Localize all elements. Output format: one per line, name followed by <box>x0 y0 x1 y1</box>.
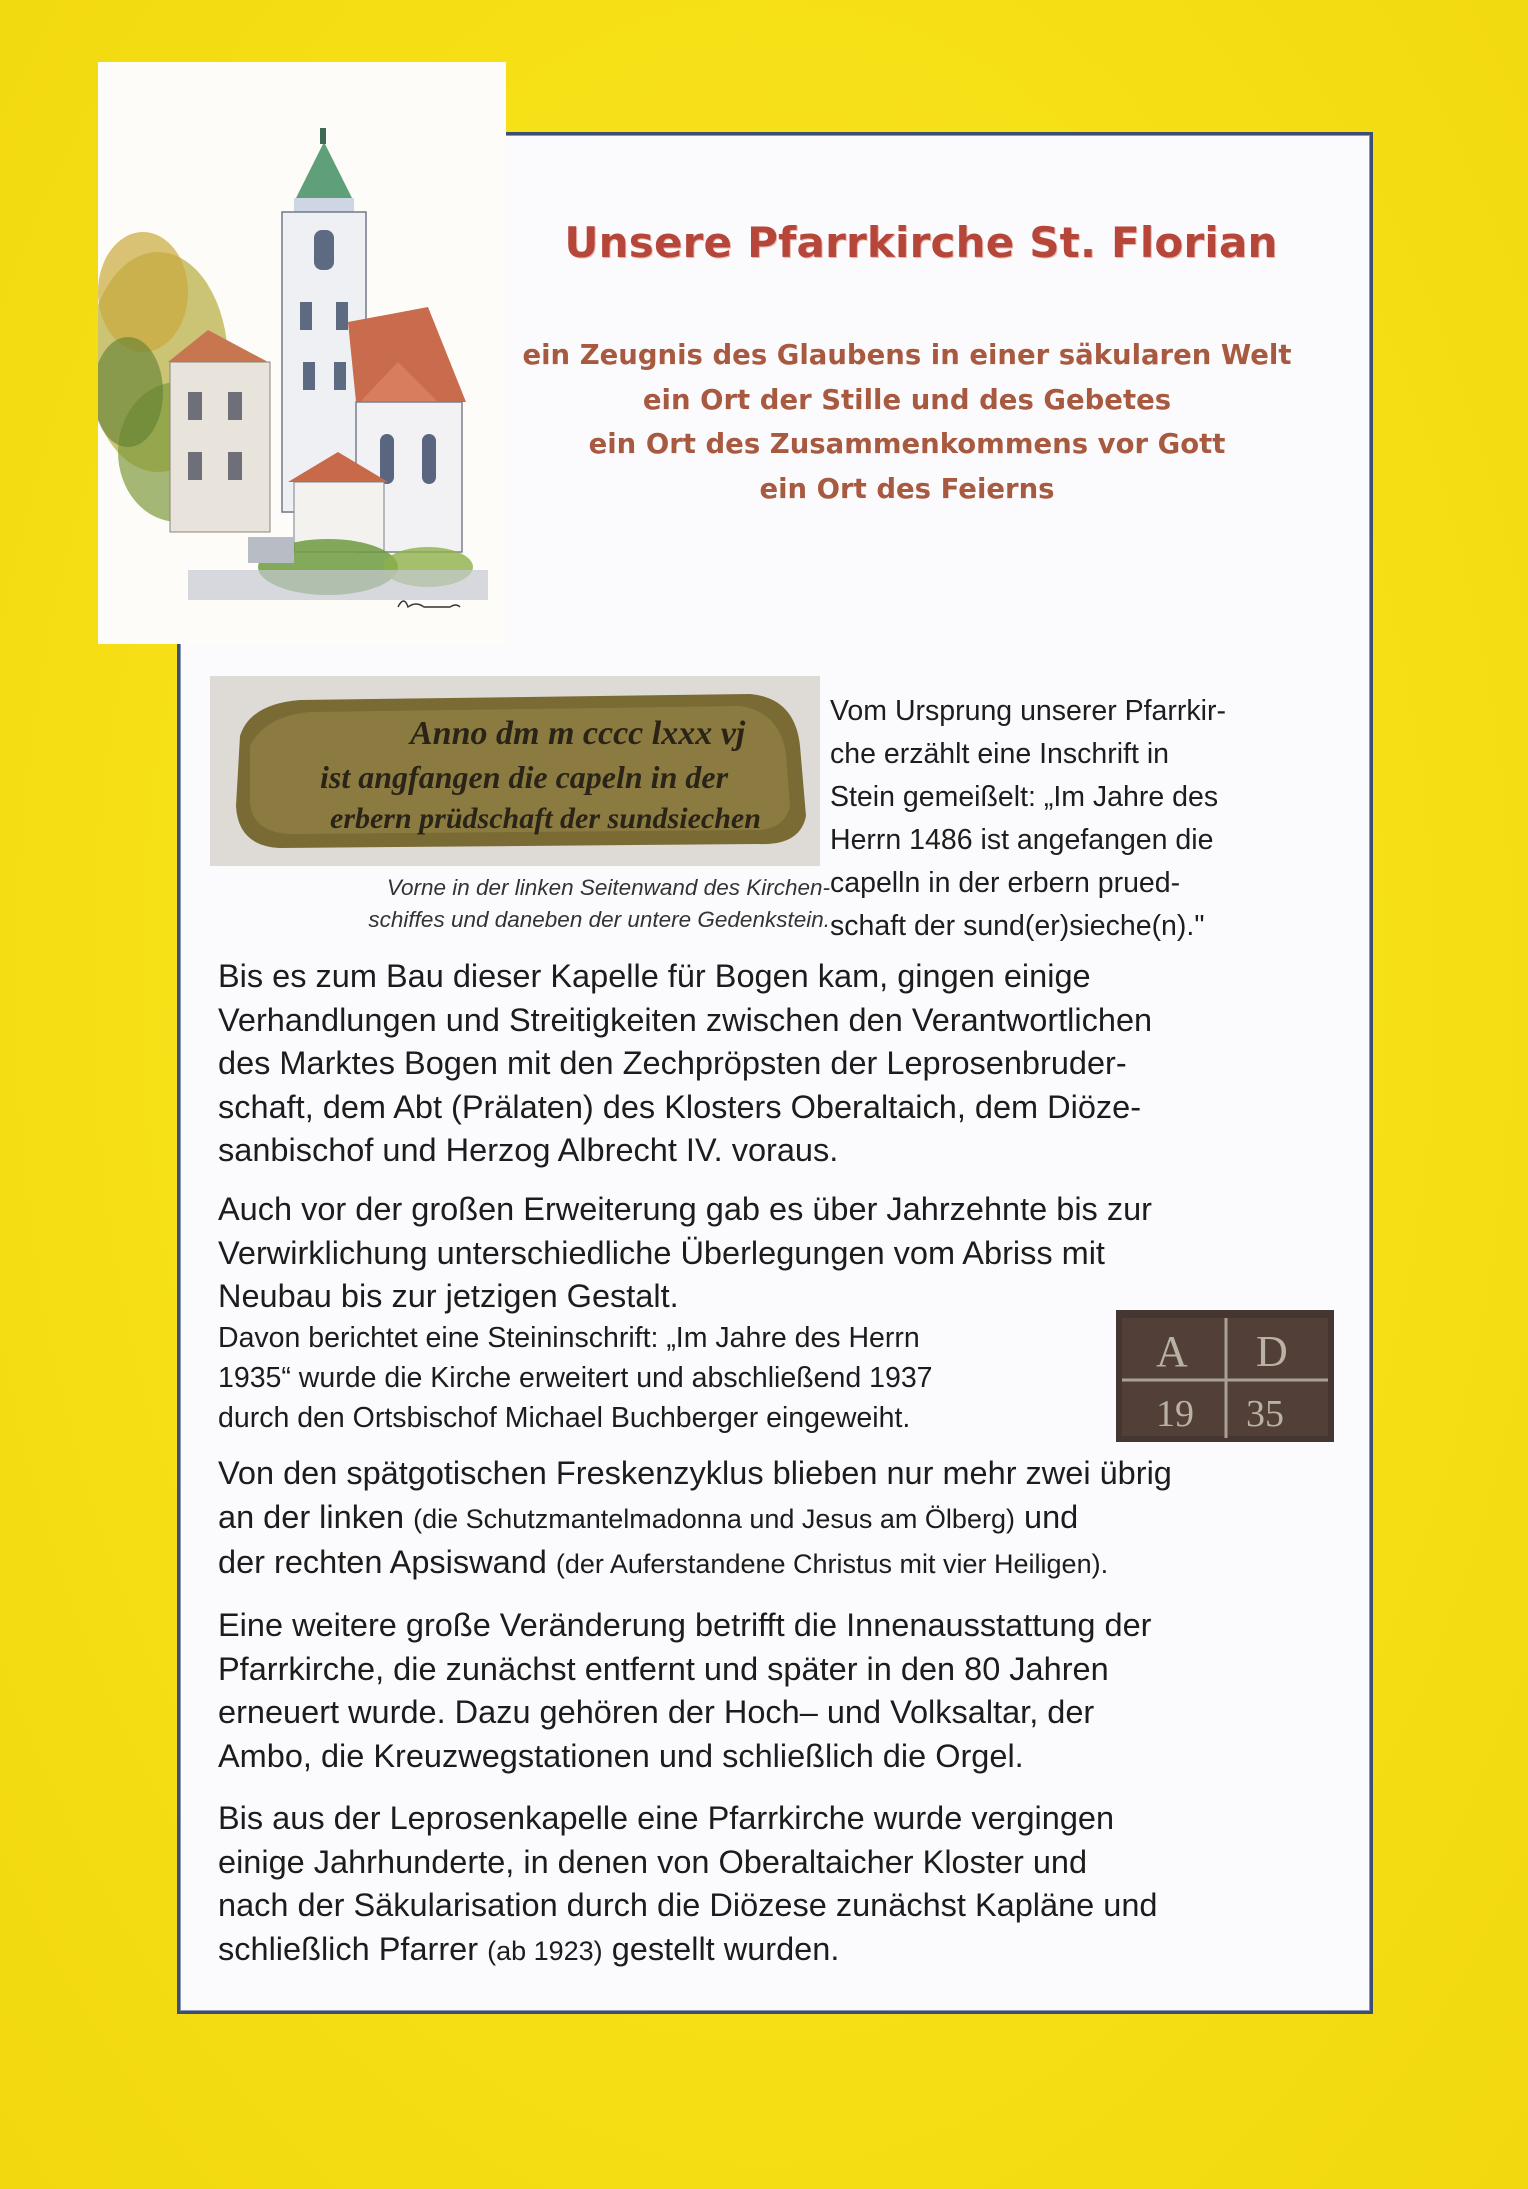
subtitle-line: ein Ort des Zusammenkommens vor Gott <box>588 428 1226 460</box>
paragraph-frescoes <box>218 1452 1348 1587</box>
inscription-script-line: Anno dm m cccc lxxx vj <box>410 715 746 752</box>
photo-caption <box>210 872 830 936</box>
origin-paragraph <box>830 690 1350 948</box>
inscription-script-line: ist angfangen die capeln in der <box>320 759 729 795</box>
ad-year: 19 <box>1156 1393 1194 1435</box>
paragraph-line: sanbischof und Herzog Albrecht IV. voraus. <box>218 1132 839 1168</box>
subtitle-line: ein Zeugnis des Glaubens in einer säkularen Welt <box>522 339 1292 371</box>
caption-line: schiffes und daneben der untere Gedenkstein. <box>368 907 830 932</box>
paragraph-expansion <box>218 1188 1348 1319</box>
origin-line: Herrn 1486 ist angefangen die <box>830 824 1214 856</box>
paragraph-construction <box>218 955 1348 1173</box>
paragraph-history <box>218 1797 1348 1973</box>
ad-1935-stone-icon <box>1116 1310 1334 1442</box>
page-title: Unsere Pfarrkirche St. Florian <box>564 218 1278 267</box>
paragraph-line: nach der Säkularisation durch die Diözese zunächst Kapläne und <box>218 1887 1158 1923</box>
inscription-script-line: erbern prüdschaft der sundsiechen <box>330 802 761 835</box>
paragraph-interior <box>218 1604 1348 1778</box>
origin-line: che erzählt eine Inschrift in <box>830 738 1170 770</box>
origin-line: capelln in der erbern prued- <box>830 867 1181 899</box>
text-span: und <box>1014 1498 1079 1535</box>
paragraph-line: Bis es zum Bau dieser Kapelle für Bogen kam, gingen einige <box>218 958 1091 994</box>
paragraph-line: einige Jahrhunderte, in denen von Oberaltaicher Kloster und <box>218 1843 1088 1880</box>
paragraph-line: Ambo, die Kreuzwegstationen und schließlich die Orgel. <box>218 1737 1024 1774</box>
paragraph-line: Neubau bis zur jetzigen Gestalt. <box>218 1278 679 1314</box>
paragraph-line: schaft, dem Abt (Prälaten) des Klosters Oberaltaich, dem Diöze- <box>218 1088 1142 1125</box>
text-span: gestellt wurden. <box>602 1930 840 1967</box>
ad-year: 35 <box>1246 1393 1284 1435</box>
inscription-stone-photo <box>210 676 820 866</box>
origin-line: Stein gemeißelt: „Im Jahre des <box>830 781 1219 813</box>
subtitle-block <box>500 333 1314 511</box>
paragraph-line: Verhandlungen und Streitigkeiten zwischen den Verantwortlichen <box>218 1001 1153 1038</box>
paragraph-line: Verwirklichung unterschiedliche Überlegungen vom Abriss mit <box>218 1234 1105 1271</box>
text-span-small: (ab 1923) <box>487 1935 603 1966</box>
church-watercolor-icon <box>98 62 506 644</box>
paragraph-line: Davon berichtet eine Steininschrift: „Im Jahre des Herrn <box>218 1322 920 1354</box>
origin-line: schaft der sund(er)sieche(n)." <box>830 910 1205 942</box>
ad-letter: A <box>1156 1327 1188 1376</box>
text-span: schließlich Pfarrer <box>218 1930 488 1967</box>
text-span: an der linken <box>218 1498 414 1535</box>
origin-line: Vom Ursprung unserer Pfarrkir- <box>830 695 1226 727</box>
inscription-stone-icon <box>210 676 820 866</box>
paragraph-line <box>218 1496 1348 1542</box>
paragraph-line <box>218 1928 1348 1974</box>
paragraph-line: durch den Ortsbischof Michael Buchberger eingeweiht. <box>218 1402 911 1434</box>
subtitle-line: ein Ort des Feierns <box>759 472 1055 505</box>
church-drawing-panel <box>98 62 506 644</box>
paragraph-line: Eine weitere große Veränderung betrifft die Innenausstattung der <box>218 1607 1152 1643</box>
caption-line: Vorne in der linken Seitenwand des Kirchen- <box>386 875 830 900</box>
subtitle-line: ein Ort der Stille und des Gebetes <box>642 383 1172 416</box>
paragraph-line: 1935“ wurde die Kirche erweitert und abschließend 1937 <box>218 1362 933 1394</box>
paragraph-line: Bis aus der Leprosenkapelle eine Pfarrkirche wurde vergingen <box>218 1800 1115 1836</box>
ad-1935-stone-photo <box>1116 1310 1334 1442</box>
paragraph-line: Von den spätgotischen Freskenzyklus blieben nur mehr zwei übrig <box>218 1455 1172 1491</box>
paragraph-line: Auch vor der großen Erweiterung gab es über Jahrzehnte bis zur <box>218 1191 1152 1227</box>
paragraph-line: des Marktes Bogen mit den Zechpröpsten der Leprosenbruder- <box>218 1045 1127 1081</box>
text-span-small: (der Auferstandene Christus mit vier Heiligen). <box>555 1549 1109 1579</box>
text-span-small: (die Schutzmantelmadonna und Jesus am Ölberg) <box>413 1503 1015 1534</box>
paragraph-line: Pfarrkirche, die zunächst entfernt und später in den 80 Jahren <box>218 1650 1109 1687</box>
paragraph-line <box>218 1541 1348 1587</box>
paragraph-line: erneuert wurde. Dazu gehören der Hoch– und Volksaltar, der <box>218 1694 1095 1730</box>
text-span: der rechten Apsiswand <box>218 1544 556 1580</box>
ad-letter: D <box>1256 1327 1288 1376</box>
